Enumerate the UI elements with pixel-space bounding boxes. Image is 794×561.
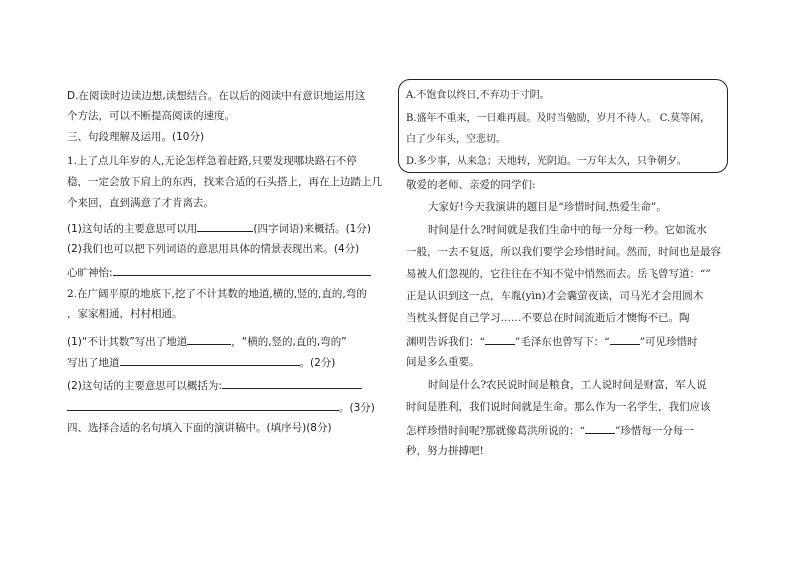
q2-line-1: 2.在广阔平原的地底下,挖了不计其数的地道,横的,竖的,直的,弯的 — [67, 288, 367, 300]
speech-blank-3[interactable] — [585, 422, 615, 434]
speech-greeting: 敬爱的老师、亲爱的同学们: — [406, 179, 536, 191]
q2-sub2-blank-2[interactable] — [67, 399, 339, 411]
q1-line-3: 个来回，直到满意了才肯离去。 — [67, 197, 214, 209]
speech-p2-l6 — [406, 333, 698, 349]
q2-sub1-blank-1[interactable] — [187, 333, 231, 345]
speech-blank-1[interactable] — [485, 333, 515, 345]
speech-p2-l1: 时间是什么?时间就是我们生命中的每一分每一秒。它如流水 — [428, 224, 707, 236]
q2-sub1-text-c: 写出了地道 — [67, 357, 120, 369]
q1-line-1: 1.上了点儿年岁的人,无论怎样急着赶路,只要发现哪块路石不停 — [67, 155, 357, 167]
speech-p3-l3 — [406, 422, 694, 438]
option-a: A.不饱食以终日,不弃功于寸阴。 — [406, 90, 550, 101]
q1-sub2: (2)我们也可以把下列词语的意思用具体的情景表现出来。(4分) — [67, 243, 360, 255]
section-3-title: 三、句段理解及运用。(10分) — [67, 131, 205, 143]
q1-sub2-word: 心旷神怡: — [67, 267, 113, 279]
q2-sub1-text-d: 。(2分) — [299, 357, 336, 369]
speech-p2-l6-c: ”可见珍惜时 — [639, 336, 698, 348]
speech-p3-l3-b: ”珍惜每一分每一 — [615, 425, 694, 437]
q1-line-2: 稳，一定会放下肩上的东西，找来合适的石头搭上，再在上边踏上几 — [67, 176, 382, 188]
speech-blank-2[interactable] — [610, 333, 640, 345]
q2-sub2-row-2 — [67, 399, 375, 415]
speech-p2-l2: 一般，一去不复返，所以我们要学会珍惜时间。然而，时间也是最容 — [406, 246, 721, 258]
q1-sub1 — [67, 220, 371, 236]
q2-sub2-row-1 — [67, 377, 362, 393]
speech-p3-l2: 时间是胜利，我们说时间就是生命。那么作为一名学生，我们应该 — [406, 401, 711, 413]
q2-sub1-row-2 — [67, 354, 335, 370]
option-d: D.多少事，从来急；天地转，光阴迫。一万年太久，只争朝夕。 — [406, 156, 687, 167]
option-c-cont: 白了少年头，空悲切。 — [406, 134, 506, 145]
option-d-line-2: 个方法，可以不断提高阅读的速度。 — [67, 110, 235, 122]
speech-p3-l3-a: 怎样珍惜时间呢?那就像葛洪所说的：“ — [406, 425, 585, 437]
q1-sub1-blank[interactable] — [197, 220, 253, 232]
speech-p1-l1: 大家好!今天我演讲的题目是“珍惜时间,热爱生命”。 — [428, 201, 667, 213]
option-b-c: B.盛年不重来，一日难再晨。及时当勉励，岁月不待人。 C.莫等闲， — [406, 113, 711, 124]
q2-sub1-text-b: ，“横的,竖的,直的,弯的” — [231, 336, 347, 348]
q1-sub1-text-b: (四字词语)来概括。(1分) — [253, 223, 371, 235]
q2-sub2-text-a: (2)这句话的主要意思可以概括为: — [67, 380, 222, 392]
option-d-line-1: D.在阅读时边读边想,读想结合。在以后的阅读中有意识地运用这 — [67, 90, 366, 102]
q2-sub1-row-1 — [67, 333, 347, 349]
q1-sub2-word-row — [67, 264, 371, 280]
speech-p2-l5: 当枕头督促自己学习……不要总在时间流逝后才懊悔不已。陶 — [406, 312, 690, 324]
speech-p2-l6-b: ”毛泽东也曾写下：“ — [514, 336, 610, 348]
q2-sub1-blank-2[interactable] — [120, 354, 300, 366]
q2-sub2-text-b: 。(3分) — [339, 402, 375, 414]
speech-p2-l4: 正是认识到这一点，车胤(yìn)才会囊萤夜读，司马光才会用圆木 — [406, 290, 704, 302]
q1-sub1-text-a: (1)这句话的主要意思可以用 — [67, 223, 198, 235]
speech-p2-l3: 易被人们忽视的，它往往在不知不觉中悄然而去。岳飞曾写道：“” — [406, 268, 711, 280]
speech-p3-l1: 时间是什么?农民说时间是粮食，工人说时间是财富，军人说 — [428, 379, 707, 391]
section-4-title: 四、选择合适的名句填入下面的演讲稿中。(填序号)(8分) — [67, 422, 332, 434]
q2-sub2-blank-1[interactable] — [222, 377, 362, 389]
speech-p3-l4: 秒，努力拼搏吧! — [406, 445, 484, 457]
q1-sub2-blank[interactable] — [113, 264, 371, 276]
speech-p2-l7: 间是多么重要。 — [406, 356, 480, 368]
speech-p2-l6-a: 渊明告诉我们：“ — [406, 336, 485, 348]
q2-sub1-text-a: (1)“不计其数”写出了地道 — [67, 336, 188, 348]
q2-line-2: ，家家相通，村村相通。 — [67, 308, 183, 320]
